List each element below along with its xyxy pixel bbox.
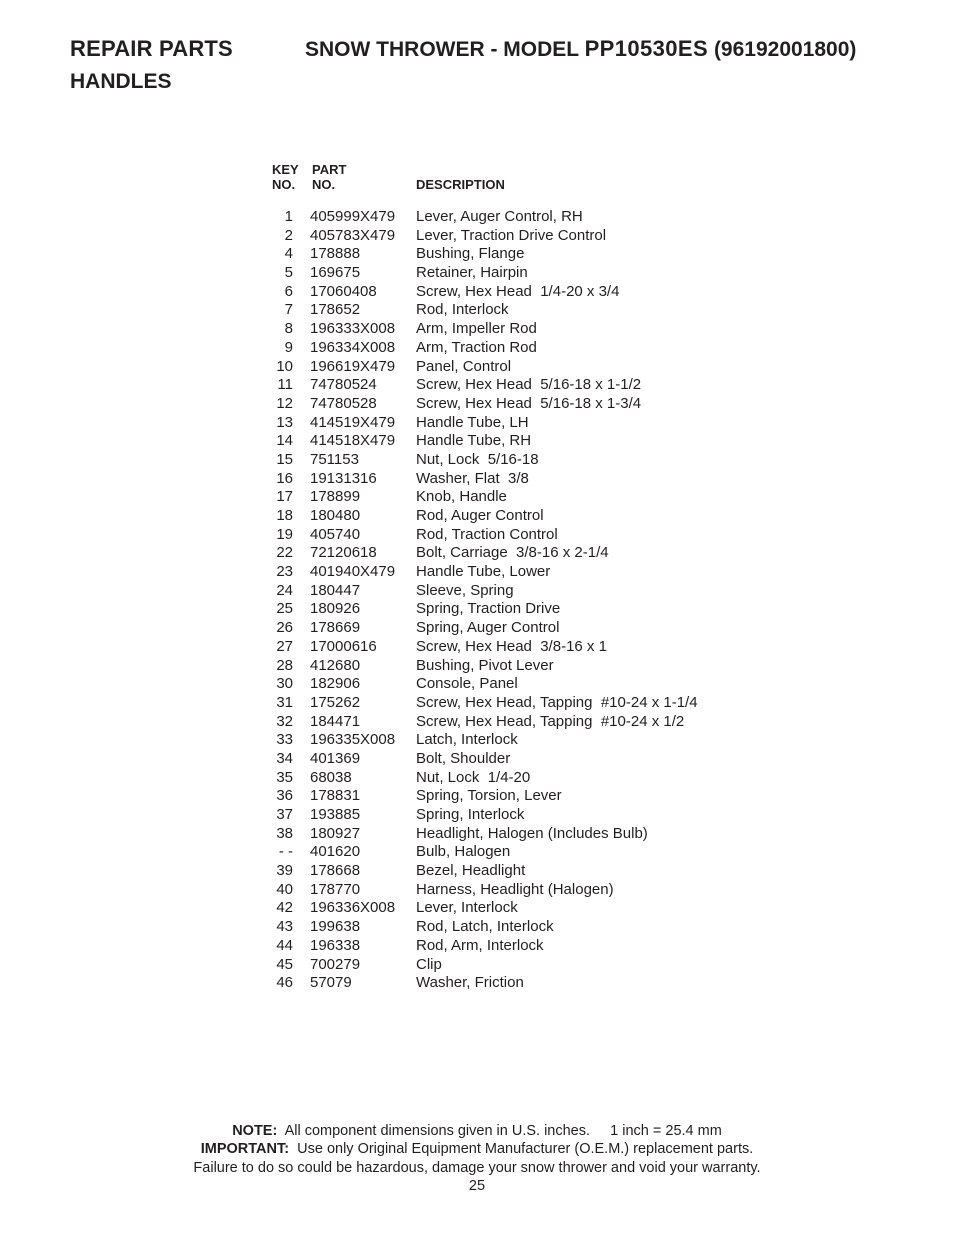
description: Screw, Hex Head 5/16-18 x 1-3/4	[416, 394, 642, 412]
key-no: 46	[276, 974, 293, 992]
key-no: 23	[276, 563, 293, 581]
part-no: 74780528	[310, 394, 377, 412]
key-no: 37	[276, 806, 293, 823]
part-no: 182906	[310, 675, 361, 693]
footer-notes	[0, 1122, 954, 1195]
part-no: 199638	[310, 918, 361, 936]
part-no: 401940X479	[310, 563, 396, 581]
description: Washer, Flat 3/8	[416, 469, 529, 487]
key-no: 45	[276, 955, 293, 973]
key-no: 42	[276, 899, 293, 917]
description: Knob, Handle	[416, 488, 507, 506]
description: Harness, Headlight (Halogen)	[416, 880, 614, 898]
description: Nut, Lock 5/16-18	[416, 450, 539, 468]
key-no: 44	[276, 936, 293, 954]
description: Handle Tube, Lower	[416, 563, 551, 581]
description: Screw, Hex Head, Tapping #10-24 x 1-1/4	[416, 693, 698, 711]
key-no: 27	[276, 637, 293, 655]
description: Retainer, Hairpin	[416, 264, 528, 282]
part-no: 178899	[310, 488, 361, 506]
part-no: 196335X008	[310, 731, 396, 749]
key-no: 43	[276, 918, 293, 936]
part-no: 401620	[310, 843, 361, 861]
description: Rod, Auger Control	[416, 507, 544, 524]
key-no: 26	[276, 619, 293, 637]
key-no: 36	[276, 787, 293, 805]
part-no: 72120618	[310, 544, 377, 562]
part-no: 414518X479	[310, 432, 396, 450]
description: Screw, Hex Head, Tapping #10-24 x 1/2	[416, 712, 685, 730]
description: Panel, Control	[416, 357, 512, 375]
part-no: 751153	[310, 450, 359, 468]
key-no: 35	[276, 768, 293, 786]
description: Lever, Interlock	[416, 899, 518, 917]
product-name: SNOW THROWER - MODEL	[305, 38, 579, 61]
key-no: 22	[276, 544, 293, 562]
part-no: 57079	[310, 974, 352, 992]
description: Handle Tube, LH	[416, 413, 529, 431]
description: Lever, Traction Drive Control	[416, 226, 607, 244]
part-header-line2: NO.	[312, 177, 336, 192]
part-no: 169675	[310, 264, 361, 282]
description: Spring, Auger Control	[416, 619, 560, 637]
part-no: 193885	[310, 806, 361, 823]
part-no: 412680	[310, 656, 361, 674]
description: Bolt, Shoulder	[416, 749, 511, 767]
key-no: - -	[278, 843, 293, 861]
part-no: 175262	[310, 693, 361, 711]
key-no-header	[272, 162, 308, 192]
part-no: 178831	[310, 787, 361, 805]
important-label: IMPORTANT:	[200, 1141, 290, 1158]
description: Sleeve, Spring	[416, 581, 514, 599]
key-no: 12	[276, 394, 293, 412]
model-number: PP10530ES	[584, 36, 709, 61]
key-no: 30	[276, 675, 293, 693]
part-no: 405783X479	[310, 226, 396, 244]
part-no: 178669	[310, 619, 361, 637]
description: Bushing, Pivot Lever	[416, 656, 554, 674]
part-no: 19131316	[310, 469, 377, 487]
key-header-line2: NO.	[272, 177, 296, 192]
key-no: 24	[276, 581, 293, 599]
important-text: Use only Original Equipment Manufacturer (O.E.M.) replacement parts.	[297, 1141, 754, 1158]
description: Nut, Lock 1/4-20	[416, 768, 531, 786]
description: Spring, Torsion, Lever	[416, 787, 562, 805]
key-no: 34	[276, 749, 293, 767]
description: Screw, Hex Head 1/4-20 x 3/4	[416, 282, 620, 300]
key-no: 10	[276, 357, 293, 375]
description: Arm, Traction Rod	[416, 338, 537, 356]
description: Rod, Interlock	[416, 301, 509, 319]
description: Bulb, Halogen	[416, 843, 511, 861]
part-no: 178652	[310, 301, 361, 319]
key-no: 1	[284, 208, 293, 225]
part-header-line1: PART	[312, 162, 347, 177]
part-no: 178770	[310, 880, 361, 898]
description: Washer, Friction	[416, 974, 524, 992]
part-no: 405740	[310, 525, 361, 543]
part-no: 17060408	[310, 282, 377, 300]
description: Handle Tube, RH	[416, 432, 532, 450]
product-title	[305, 36, 856, 62]
part-no: 68038	[310, 768, 352, 786]
key-no: 9	[284, 338, 293, 356]
description: Latch, Interlock	[416, 731, 518, 749]
key-no: 38	[276, 824, 293, 842]
key-no: 32	[276, 712, 293, 730]
part-no: 196338	[310, 936, 361, 954]
part-no: 178668	[310, 862, 361, 880]
description: Clip	[416, 955, 442, 973]
key-no: 15	[276, 450, 293, 468]
key-no: 25	[276, 600, 293, 618]
key-no: 16	[276, 469, 293, 487]
description: Screw, Hex Head 5/16-18 x 1-1/2	[416, 376, 642, 394]
key-no: 2	[284, 226, 293, 244]
model-code: (96192001800)	[713, 38, 857, 61]
key-no: 11	[277, 376, 293, 394]
description: Bezel, Headlight	[416, 862, 526, 880]
part-no: 180447	[310, 581, 361, 599]
part-no: 196336X008	[310, 899, 396, 917]
part-no: 196334X008	[310, 338, 396, 356]
description: Spring, Interlock	[416, 806, 525, 823]
section-title: HANDLES	[70, 70, 172, 93]
part-no: 180926	[310, 600, 361, 618]
important-line	[0, 1140, 954, 1158]
page-number: 25	[468, 1177, 486, 1194]
key-no: 14	[276, 432, 293, 450]
part-no: 196333X008	[310, 320, 396, 338]
key-header-line1: KEY	[272, 162, 299, 177]
key-no: 31	[276, 693, 293, 711]
note-label: NOTE:	[232, 1123, 278, 1139]
key-no: 5	[284, 264, 293, 282]
repair-parts-title: REPAIR PARTS	[70, 36, 233, 61]
description: Screw, Hex Head 3/8-16 x 1	[416, 637, 607, 655]
description: Rod, Latch, Interlock	[416, 918, 554, 936]
part-no: 180927	[310, 824, 361, 842]
description: Bushing, Flange	[416, 245, 525, 263]
note-line	[0, 1122, 954, 1140]
key-no: 7	[284, 301, 293, 319]
key-no: 28	[276, 656, 293, 674]
part-no: 17000616	[310, 637, 377, 655]
description: Arm, Impeller Rod	[416, 320, 537, 338]
description: Lever, Auger Control, RH	[416, 208, 583, 225]
key-no: 4	[284, 245, 293, 263]
description: Headlight, Halogen (Includes Bulb)	[416, 824, 648, 842]
part-no: 401369	[310, 749, 361, 767]
part-no-header	[312, 162, 372, 192]
description: Console, Panel	[416, 675, 518, 693]
key-no: 40	[276, 880, 293, 898]
key-no: 17	[276, 488, 293, 506]
key-no: 18	[276, 507, 293, 524]
description-header: DESCRIPTION	[416, 177, 505, 192]
part-no: 700279	[310, 955, 361, 973]
part-no: 196619X479	[310, 357, 396, 375]
description: Rod, Arm, Interlock	[416, 936, 544, 954]
part-no: 180480	[310, 507, 361, 524]
key-no: 19	[276, 525, 293, 543]
key-no: 33	[276, 731, 293, 749]
part-no: 405999X479	[310, 208, 396, 225]
part-no: 184471	[310, 712, 361, 730]
key-no: 8	[284, 320, 293, 338]
key-no: 39	[276, 862, 293, 880]
part-no: 414519X479	[310, 413, 396, 431]
part-no: 178888	[310, 245, 361, 263]
note-text: All component dimensions given in U.S. inches. 1 inch = 25.4 mm	[284, 1123, 722, 1139]
key-no: 13	[276, 413, 293, 431]
warning-text: Failure to do so could be hazardous, damage your snow thrower and void your warranty.	[193, 1159, 761, 1176]
part-no: 74780524	[310, 376, 377, 394]
description: Bolt, Carriage 3/8-16 x 2-1/4	[416, 544, 609, 562]
description: Rod, Traction Control	[416, 525, 558, 543]
key-no: 6	[284, 282, 293, 300]
description: Spring, Traction Drive	[416, 600, 561, 618]
